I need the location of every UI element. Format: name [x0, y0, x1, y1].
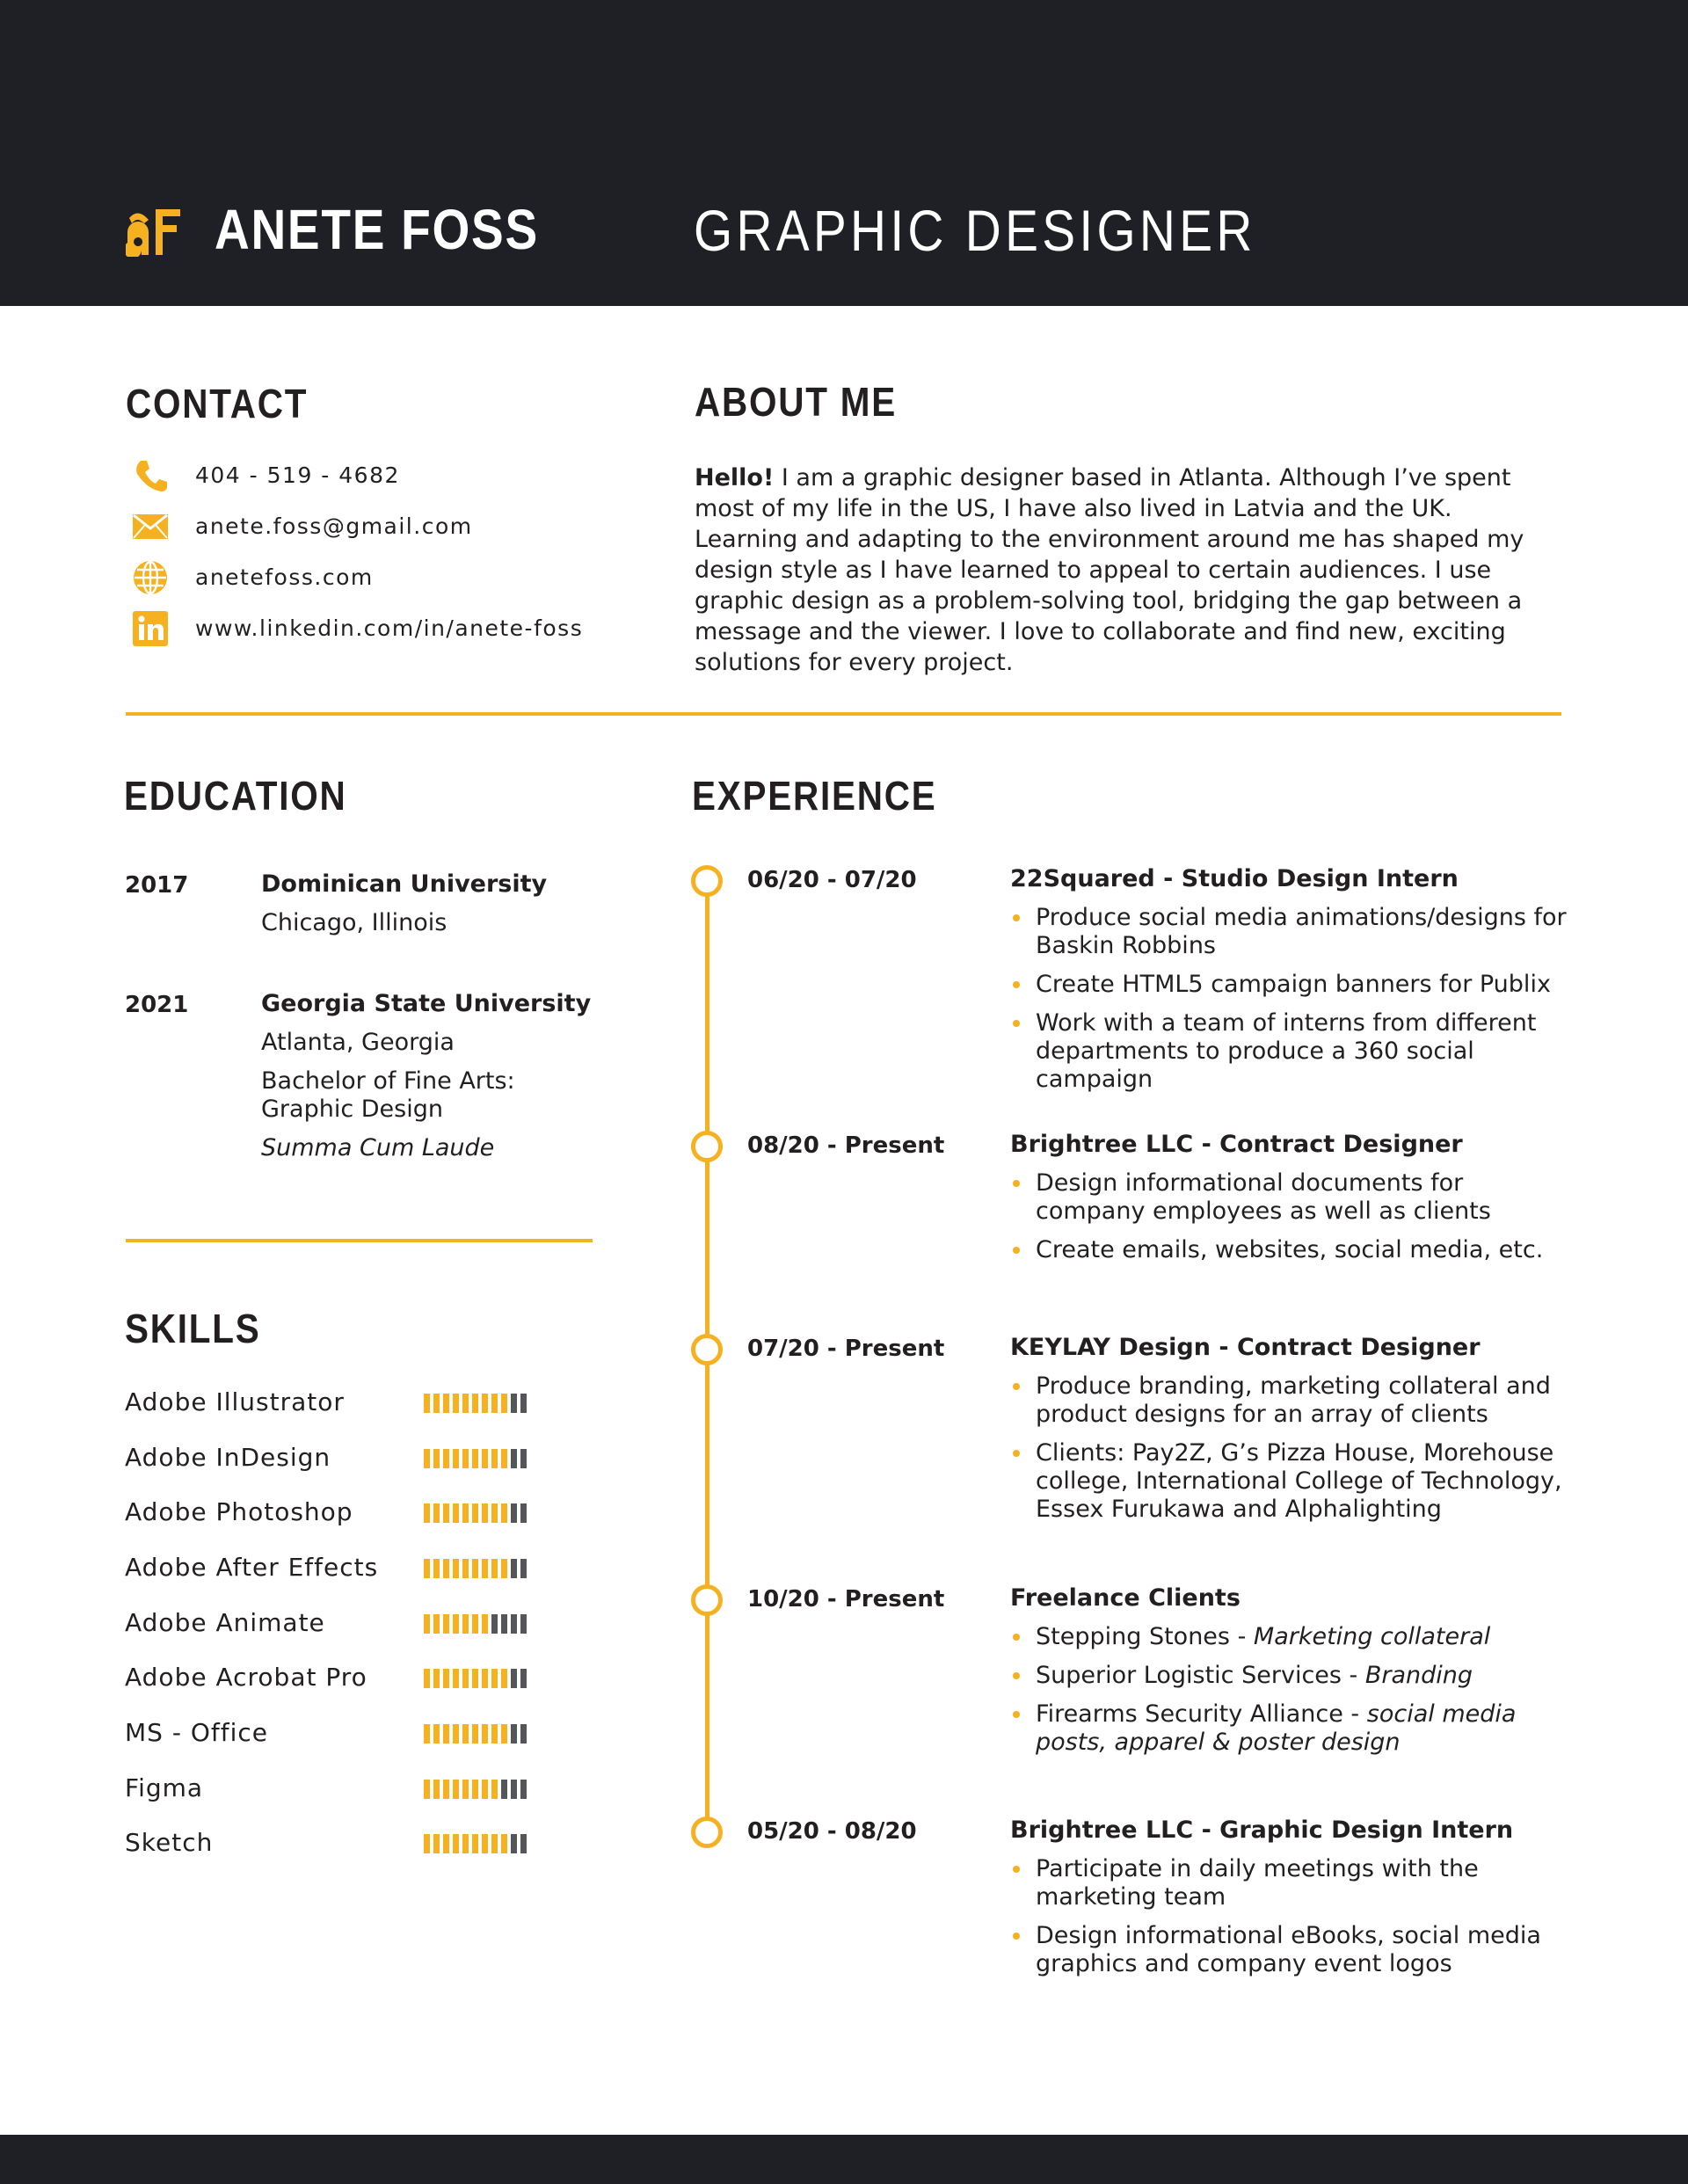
about-heading: ABOUT ME: [695, 379, 897, 425]
skill-level-bar: [424, 1669, 530, 1688]
skill-level-segment: [511, 1559, 517, 1578]
skill-level-segment: [491, 1559, 498, 1578]
edu-location: Chicago, Illinois: [261, 909, 447, 936]
experience-title: Freelance Clients: [1010, 1584, 1241, 1612]
skill-level-bar: [424, 1780, 530, 1799]
skill-level-segment: [443, 1559, 449, 1578]
contact-linkedin: [130, 608, 584, 649]
skill-level-segment: [462, 1503, 469, 1523]
skill-level-segment: [511, 1724, 517, 1744]
skill-level-segment: [491, 1503, 498, 1523]
bullet-text: Participate in daily meetings with the marketing team: [1036, 1855, 1479, 1911]
af-monogram-logo: [126, 206, 182, 257]
skill-level-segment: [424, 1449, 430, 1468]
experience-dates: 05/20 - 08/20: [747, 1818, 917, 1845]
skill-level-segment: [462, 1449, 469, 1468]
timeline-marker: [691, 1334, 723, 1365]
linkedin-url[interactable]: www.linkedin.com/in/anete-foss: [195, 615, 584, 641]
skill-level-segment: [482, 1669, 488, 1688]
timeline-marker: [691, 865, 723, 897]
skill-level-segment: [491, 1669, 498, 1688]
edu-degree: Graphic Design: [261, 1096, 443, 1123]
skill-level-segment: [462, 1394, 469, 1413]
skill-level-segment: [472, 1834, 478, 1853]
education-heading: EDUCATION: [124, 773, 347, 819]
about-paragraph: [695, 462, 1556, 678]
bullet-detail: Branding: [1364, 1662, 1473, 1689]
skill-level-segment: [482, 1614, 488, 1634]
edu-school: Dominican University: [261, 870, 548, 898]
skill-level-segment: [520, 1614, 527, 1634]
skill-name: Adobe After Effects: [125, 1553, 379, 1582]
skill-level-segment: [424, 1503, 430, 1523]
experience-bullet: [1009, 1662, 1572, 1690]
skill-level-segment: [433, 1834, 440, 1853]
experience-bullet: [1009, 1922, 1572, 1978]
skill-level-bar: [424, 1724, 530, 1744]
skill-level-segment: [424, 1834, 430, 1853]
skill-level-bar: [424, 1449, 530, 1468]
skill-name: Sketch: [125, 1828, 214, 1857]
experience-bullet: [1009, 904, 1572, 960]
experience-dates: 07/20 - Present: [747, 1336, 945, 1362]
experience-dates: 06/20 - 07/20: [747, 867, 917, 893]
experience-bullets: [1009, 1855, 1572, 1989]
skill-level-segment: [462, 1780, 469, 1799]
mail-icon: [130, 506, 171, 547]
bullet-text: Superior Logistic Services -: [1036, 1662, 1365, 1689]
skill-level-segment: [443, 1503, 449, 1523]
skill-level-segment: [520, 1780, 527, 1799]
skill-level-segment: [520, 1449, 527, 1468]
skill-level-segment: [472, 1449, 478, 1468]
experience-bullet: [1009, 971, 1572, 999]
edu-year: 2017: [125, 872, 189, 899]
bullet-text: Produce branding, marketing collateral and product designs for an array of clients: [1036, 1372, 1551, 1428]
experience-title: KEYLAY Design - Contract Designer: [1010, 1334, 1481, 1361]
bullet-detail: Marketing collateral: [1253, 1623, 1491, 1650]
skill-level-segment: [433, 1559, 440, 1578]
edu-honors: Summa Cum Laude: [261, 1134, 495, 1161]
skill-level-segment: [511, 1394, 517, 1413]
skill-level-segment: [433, 1724, 440, 1744]
skill-level-segment: [511, 1614, 517, 1634]
experience-bullet: [1009, 1439, 1572, 1524]
experience-title: 22Squared - Studio Design Intern: [1010, 865, 1459, 892]
skill-level-segment: [424, 1394, 430, 1413]
skills-heading: SKILLS: [125, 1306, 261, 1351]
skill-level-segment: [491, 1780, 498, 1799]
experience-title: Brightree LLC - Graphic Design Intern: [1010, 1816, 1514, 1844]
skill-level-segment: [453, 1724, 459, 1744]
skill-level-segment: [501, 1559, 507, 1578]
skill-level-segment: [443, 1724, 449, 1744]
skill-level-segment: [453, 1834, 459, 1853]
bullet-text: Produce social media animations/designs for Baskin Robbins: [1036, 904, 1567, 959]
skill-level-segment: [443, 1780, 449, 1799]
edu-school: Georgia State University: [261, 990, 592, 1017]
skill-level-bar: [424, 1834, 530, 1853]
skill-level-segment: [482, 1834, 488, 1853]
skill-level-segment: [443, 1834, 449, 1853]
skill-level-segment: [453, 1669, 459, 1688]
skill-level-segment: [424, 1724, 430, 1744]
skill-level-segment: [462, 1559, 469, 1578]
skill-level-segment: [511, 1669, 517, 1688]
experience-heading: EXPERIENCE: [692, 773, 937, 819]
skill-name: Adobe Illustrator: [125, 1387, 345, 1416]
skill-name: Adobe Animate: [125, 1608, 325, 1637]
skill-level-segment: [433, 1394, 440, 1413]
skill-name: MS - Office: [125, 1718, 268, 1747]
skill-level-segment: [453, 1449, 459, 1468]
skill-level-bar: [424, 1394, 530, 1413]
skill-level-segment: [424, 1614, 430, 1634]
section-divider: [126, 712, 1561, 716]
experience-bullet: [1009, 1623, 1572, 1651]
skill-level-segment: [491, 1614, 498, 1634]
skill-level-segment: [443, 1669, 449, 1688]
timeline-marker: [691, 1816, 723, 1848]
phone-icon: [130, 455, 171, 496]
skill-level-segment: [501, 1394, 507, 1413]
globe-icon: [130, 557, 171, 598]
edu-year: 2021: [125, 992, 189, 1018]
skill-level-segment: [433, 1780, 440, 1799]
skill-level-segment: [520, 1559, 527, 1578]
skill-level-segment: [482, 1394, 488, 1413]
experience-title: Brightree LLC - Contract Designer: [1010, 1131, 1463, 1158]
contact-email: [130, 506, 473, 547]
experience-bullet: [1009, 1236, 1572, 1264]
timeline-marker: [691, 1584, 723, 1616]
skill-level-segment: [511, 1503, 517, 1523]
skill-level-segment: [433, 1669, 440, 1688]
skill-level-segment: [462, 1724, 469, 1744]
skill-level-segment: [433, 1503, 440, 1523]
skill-name: Adobe Acrobat Pro: [125, 1663, 367, 1692]
experience-bullet: [1009, 1009, 1572, 1094]
skill-level-segment: [424, 1559, 430, 1578]
skill-level-segment: [443, 1394, 449, 1413]
skill-level-segment: [501, 1834, 507, 1853]
skill-level-segment: [511, 1834, 517, 1853]
skill-level-segment: [491, 1394, 498, 1413]
email-address[interactable]: anete.foss@gmail.com: [195, 513, 473, 539]
skill-level-segment: [482, 1503, 488, 1523]
skill-level-segment: [462, 1669, 469, 1688]
skill-level-segment: [472, 1614, 478, 1634]
applicant-name: ANETE FOSS: [215, 198, 539, 261]
skill-level-segment: [472, 1724, 478, 1744]
skill-level-segment: [424, 1780, 430, 1799]
skill-level-segment: [453, 1503, 459, 1523]
bullet-text: Work with a team of interns from different departments to produce a 360 social campaign: [1036, 1009, 1537, 1093]
skill-level-segment: [443, 1614, 449, 1634]
skill-level-segment: [482, 1724, 488, 1744]
skill-name: Adobe Photoshop: [125, 1497, 353, 1526]
skill-level-segment: [453, 1394, 459, 1413]
bullet-text: Clients: Pay2Z, G’s Pizza House, Morehouse college, International College of Technology, Essex Furukawa and Alphalighting: [1036, 1439, 1562, 1523]
experience-bullets: [1009, 1372, 1572, 1534]
bullet-text: Create HTML5 campaign banners for Publix: [1036, 971, 1551, 998]
experience-dates: 08/20 - Present: [747, 1132, 945, 1159]
skill-level-segment: [491, 1724, 498, 1744]
experience-bullets: [1009, 1169, 1572, 1275]
skill-level-segment: [462, 1834, 469, 1853]
skill-level-segment: [433, 1449, 440, 1468]
skill-level-segment: [482, 1449, 488, 1468]
section-divider: [126, 1239, 593, 1242]
experience-dates: 10/20 - Present: [747, 1586, 945, 1613]
skill-level-segment: [520, 1503, 527, 1523]
skill-level-segment: [453, 1780, 459, 1799]
edu-degree: Bachelor of Fine Arts:: [261, 1067, 515, 1095]
experience-bullet: [1009, 1169, 1572, 1226]
skill-level-segment: [433, 1614, 440, 1634]
skill-level-segment: [491, 1834, 498, 1853]
bullet-text: Firearms Security Alliance -: [1036, 1700, 1367, 1728]
experience-bullet: [1009, 1855, 1572, 1911]
skill-level-segment: [472, 1669, 478, 1688]
skill-level-segment: [511, 1780, 517, 1799]
skill-level-segment: [501, 1503, 507, 1523]
skill-name: Figma: [125, 1773, 204, 1802]
experience-bullet: [1009, 1700, 1572, 1757]
about-lead: Hello!: [695, 464, 775, 491]
skill-level-bar: [424, 1559, 530, 1578]
skill-level-segment: [501, 1724, 507, 1744]
contact-phone: [130, 455, 400, 496]
skill-level-segment: [501, 1449, 507, 1468]
skill-level-segment: [520, 1669, 527, 1688]
about-text: I am a graphic designer based in Atlanta. Although I’ve spent most of my life in the US, I have also lived in Latvia and the UK. Learning and adapting to the environment around me has shaped my design style as I have learned to appeal to certain audiences. I use graphic design as a problem-solving tool, bridging the gap between a message and the viewer. I love to collaborate and find new, exciting solutions for every project.: [695, 464, 1524, 676]
linkedin-icon: [130, 608, 171, 649]
skill-level-segment: [453, 1614, 459, 1634]
skill-level-segment: [520, 1394, 527, 1413]
experience-bullets: [1009, 1623, 1572, 1767]
job-title: GRAPHIC DESIGNER: [694, 198, 1256, 263]
contact-heading: CONTACT: [126, 381, 309, 426]
timeline-marker: [691, 1131, 723, 1162]
skill-level-segment: [472, 1394, 478, 1413]
contact-website: [130, 557, 374, 598]
skill-level-segment: [424, 1669, 430, 1688]
skill-level-segment: [472, 1559, 478, 1578]
bullet-text: Create emails, websites, social media, etc.: [1036, 1236, 1544, 1263]
skill-level-segment: [472, 1503, 478, 1523]
bullet-text: Design informational eBooks, social media graphics and company event logos: [1036, 1922, 1541, 1977]
skill-level-segment: [482, 1559, 488, 1578]
skill-level-segment: [472, 1780, 478, 1799]
skill-level-segment: [501, 1669, 507, 1688]
experience-bullets: [1009, 904, 1572, 1104]
skill-level-segment: [462, 1614, 469, 1634]
skill-level-bar: [424, 1614, 530, 1634]
skill-level-segment: [511, 1449, 517, 1468]
skill-level-segment: [453, 1559, 459, 1578]
skill-level-segment: [491, 1449, 498, 1468]
bullet-text: Stepping Stones -: [1036, 1623, 1254, 1650]
skill-level-segment: [482, 1780, 488, 1799]
skill-level-segment: [501, 1614, 507, 1634]
bullet-detail: social media posts, apparel & poster design: [1036, 1700, 1517, 1756]
experience-bullet: [1009, 1372, 1572, 1429]
edu-location: Atlanta, Georgia: [261, 1029, 455, 1056]
phone-number: 404 - 519 - 4682: [195, 462, 400, 488]
skill-level-segment: [520, 1834, 527, 1853]
skill-level-segment: [443, 1449, 449, 1468]
skill-name: Adobe InDesign: [125, 1443, 331, 1472]
skill-level-segment: [520, 1724, 527, 1744]
skill-level-bar: [424, 1503, 530, 1523]
footer-bar: [0, 2135, 1688, 2184]
skill-level-segment: [501, 1780, 507, 1799]
website-url[interactable]: anetefoss.com: [195, 564, 374, 590]
bullet-text: Design informational documents for company employees as well as clients: [1036, 1169, 1491, 1225]
